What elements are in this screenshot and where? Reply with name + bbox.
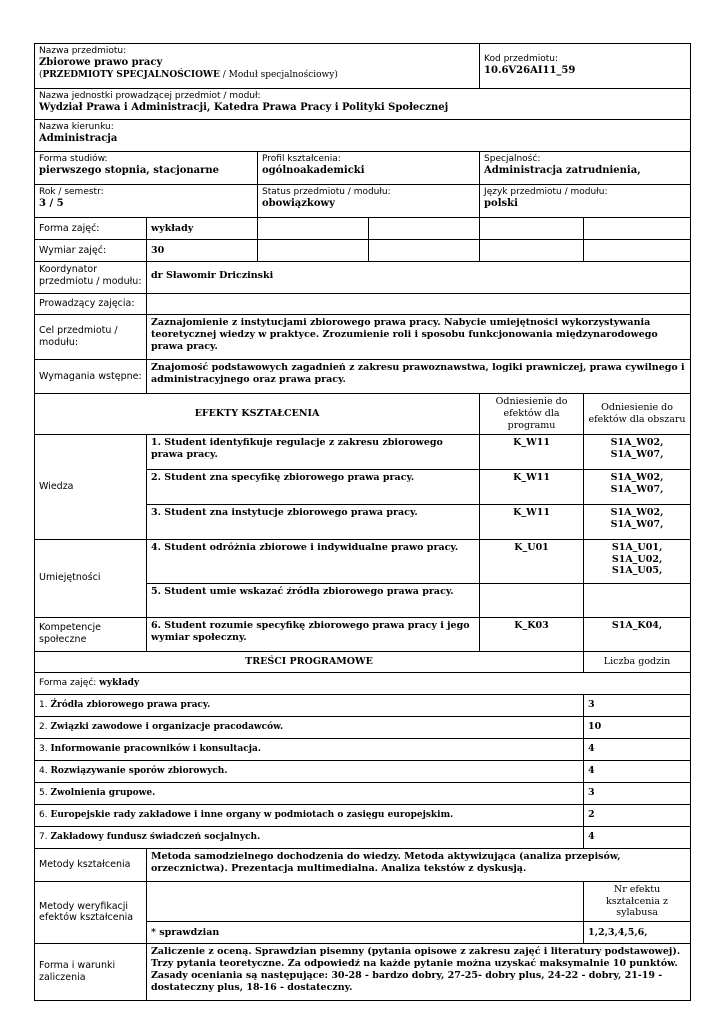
field-label: Nazwa kierunku: bbox=[39, 122, 114, 132]
topic-cell-6 bbox=[35, 804, 584, 826]
effect-text-2: 2. Student zna specyfikę zbiorowego prawa pracy. bbox=[147, 469, 480, 504]
effect-text-1: 1. Student identyfikuje regulacje z zakresu zbiorowego prawa pracy. bbox=[147, 434, 480, 469]
code-value: 10.6V26AI11_59 bbox=[484, 65, 576, 77]
form-value: pierwszego stopnia, stacjonarne bbox=[39, 165, 220, 177]
year-label: Rok / semestr: bbox=[39, 187, 104, 197]
unit-label: Nazwa jednostki prowadzącej przedmiot / moduł: bbox=[39, 91, 261, 101]
topic-row-1 bbox=[35, 694, 691, 716]
effect-program-5 bbox=[480, 583, 584, 617]
teaching-methods-value: Metoda samodzielnego dochodzenia do wiedzy. Metoda aktywizująca (analiza przepisów, orzecznictwa). Prezentacja multimedialna. Analiza tekstów z dyskusją. bbox=[147, 848, 691, 881]
program-form-prefix: Forma zajęć: bbox=[39, 678, 100, 688]
teaching-methods-row bbox=[35, 848, 691, 881]
social-label: Kompetencje społeczne bbox=[35, 617, 147, 651]
spec-value: Administracja zatrudnienia, bbox=[484, 165, 641, 177]
verification-empty bbox=[147, 881, 584, 922]
subject-type: (PRZEDMIOTY SPECJALNOŚCIOWE / Moduł specjalnościowy) bbox=[39, 69, 338, 80]
lang-label: Język przedmiotu / modułu: bbox=[484, 187, 608, 197]
spec-cell bbox=[480, 152, 691, 185]
class-form-row bbox=[35, 218, 691, 240]
verification-col: Nr efektu kształcenia z sylabusa bbox=[584, 881, 691, 922]
coordinator-value: dr Sławomir Driczinski bbox=[147, 262, 691, 294]
class-form-empty-2 bbox=[369, 218, 480, 240]
unit-row bbox=[35, 89, 691, 120]
teachers-value bbox=[147, 294, 691, 315]
hours-empty-2 bbox=[369, 240, 480, 262]
topic-hours-7: 4 bbox=[584, 826, 691, 848]
program-form-cell bbox=[35, 672, 691, 694]
topic-row-3 bbox=[35, 738, 691, 760]
lang-value: polski bbox=[484, 198, 518, 210]
field-row bbox=[35, 120, 691, 152]
topic-cell-5 bbox=[35, 782, 584, 804]
topic-cell-7 bbox=[35, 826, 584, 848]
topic-cell-4 bbox=[35, 760, 584, 782]
credit-value: Zaliczenie z oceną. Sprawdzian pisemny (pytania opisowe z zakresu zajęć i literatury podstawowej). Trzy pytania teoretyczne. Za odpowiedź na każde pytanie można uzyskać maksymalnie 10 punktów. Zasady oceniania są następujące: 30-28 - bardzo dobry, 27-25- dobry plus, 24-22 - dobry, 21-19 - dostateczny plus, 18-16 - dostateczny. bbox=[147, 944, 691, 1001]
class-form-empty-4 bbox=[584, 218, 691, 240]
coordinator-row bbox=[35, 262, 691, 294]
topic-text-4: Rozwiązywanie sporów zbiorowych. bbox=[50, 766, 228, 776]
subject-label: Nazwa przedmiotu: bbox=[39, 46, 127, 56]
topic-row-4 bbox=[35, 760, 691, 782]
class-form-empty-1 bbox=[258, 218, 369, 240]
topic-hours-4: 4 bbox=[584, 760, 691, 782]
topic-hours-6: 2 bbox=[584, 804, 691, 826]
topic-num-4: 4. bbox=[39, 766, 51, 776]
effect-area-3: S1A_W02, S1A_W07, bbox=[584, 504, 691, 539]
topic-text-3: Informowanie pracowników i konsultacja. bbox=[50, 744, 261, 754]
hours-label: Wymiar zajęć: bbox=[35, 240, 147, 262]
effects-header-row bbox=[35, 394, 691, 435]
topic-cell-2 bbox=[35, 716, 584, 738]
spec-label: Specjalność: bbox=[484, 154, 541, 164]
requirements-label: Wymagania wstępne: bbox=[35, 360, 147, 394]
topic-cell-3 bbox=[35, 738, 584, 760]
unit-value: Wydział Prawa i Administracji, Katedra Prawa Pracy i Polityki Społecznej bbox=[39, 102, 449, 114]
topic-row-7 bbox=[35, 826, 691, 848]
teaching-methods-label: Metody kształcenia bbox=[35, 848, 147, 881]
effect-area-5 bbox=[584, 583, 691, 617]
hours-row bbox=[35, 240, 691, 262]
effect-program-2: K_W11 bbox=[480, 469, 584, 504]
syllabus-table bbox=[34, 43, 691, 1001]
topic-hours-2: 10 bbox=[584, 716, 691, 738]
field-cell bbox=[35, 120, 691, 152]
effect-program-3: K_W11 bbox=[480, 504, 584, 539]
program-hours-col: Liczba godzin bbox=[584, 651, 691, 672]
status-label: Status przedmiotu / modułu: bbox=[262, 187, 391, 197]
subject-type-bold: PRZEDMIOTY SPECJALNOŚCIOWE bbox=[42, 69, 220, 80]
status-value: obowiązkowy bbox=[262, 198, 335, 210]
topic-num-7: 7. bbox=[39, 832, 51, 842]
topic-num-6: 6. bbox=[39, 810, 51, 820]
verification-row-1 bbox=[35, 881, 691, 922]
status-cell bbox=[258, 185, 480, 218]
coordinator-label: Koordynator przedmiotu / modułu: bbox=[35, 262, 147, 294]
topic-text-5: Zwolnienia grupowe. bbox=[50, 788, 156, 798]
knowledge-label: Wiedza bbox=[35, 434, 147, 539]
subject-row bbox=[35, 44, 691, 89]
program-form-row bbox=[35, 672, 691, 694]
topic-cell-1 bbox=[35, 694, 584, 716]
effects-col-area: Odniesienie do efektów dla obszaru bbox=[584, 394, 691, 435]
subject-cell bbox=[35, 44, 480, 89]
hours-empty-3 bbox=[480, 240, 584, 262]
hours-value: 30 bbox=[147, 240, 258, 262]
effect-area-6: S1A_K04, bbox=[584, 617, 691, 651]
effect-text-3: 3. Student zna instytucje zbiorowego prawa pracy. bbox=[147, 504, 480, 539]
effect-program-6: K_K03 bbox=[480, 617, 584, 651]
code-cell bbox=[480, 44, 691, 89]
goal-value: Zaznajomienie z instytucjami zbiorowego prawa pracy. Nabycie umiejętności wykorzystywania teoretycznej wiedzy w praktyce. Zrozumienie roli i sposobu funkcjonowania międzynarodowego prawa pracy. bbox=[147, 315, 691, 360]
effect-row-1 bbox=[35, 434, 691, 469]
effect-program-1: K_W11 bbox=[480, 434, 584, 469]
class-form-value: wykłady bbox=[147, 218, 258, 240]
unit-cell bbox=[35, 89, 691, 120]
topic-num-5: 5. bbox=[39, 788, 51, 798]
effect-text-5: 5. Student umie wskazać źródła zbiorowego prawa pracy. bbox=[147, 583, 480, 617]
code-label: Kod przedmiotu: bbox=[484, 54, 559, 65]
topic-text-6: Europejskie rady zakładowe i inne organy w podmiotach o zasięgu europejskim. bbox=[50, 810, 454, 820]
credit-row bbox=[35, 944, 691, 1001]
subject-name: Zbiorowe prawo pracy bbox=[39, 57, 163, 69]
effect-text-4: 4. Student odróżnia zbiorowe i indywidualne prawo pracy. bbox=[147, 539, 480, 583]
effect-row-4 bbox=[35, 539, 691, 583]
profile-label: Profil kształcenia: bbox=[262, 154, 341, 164]
verification-numbers: 1,2,3,4,5,6, bbox=[584, 922, 691, 944]
topic-num-3: 3. bbox=[39, 744, 51, 754]
topic-text-1: Źródła zbiorowego prawa pracy. bbox=[50, 700, 211, 710]
profile-value: ogólnoakademicki bbox=[262, 165, 365, 177]
program-header-row bbox=[35, 651, 691, 672]
topic-num-1: 1. bbox=[39, 700, 51, 710]
skills-label: Umiejętności bbox=[35, 539, 147, 617]
class-form-label: Forma zajęć: bbox=[35, 218, 147, 240]
effect-row-6 bbox=[35, 617, 691, 651]
hours-empty-1 bbox=[258, 240, 369, 262]
topic-row-2 bbox=[35, 716, 691, 738]
topic-row-6 bbox=[35, 804, 691, 826]
form-cell bbox=[35, 152, 258, 185]
requirements-value: Znajomość podstawowych zagadnień z zakresu prawoznawstwa, logiki prawniczej, prawa cywilnego i administracyjnego oraz prawa pracy. bbox=[147, 360, 691, 394]
hours-empty-4 bbox=[584, 240, 691, 262]
form-label: Forma studiów: bbox=[39, 154, 108, 164]
effect-program-4: K_U01 bbox=[480, 539, 584, 583]
topic-hours-1: 3 bbox=[584, 694, 691, 716]
goal-label: Cel przedmiotu / modułu: bbox=[35, 315, 147, 360]
year-value: 3 / 5 bbox=[39, 198, 64, 210]
teachers-label: Prowadzący zajęcia: bbox=[35, 294, 147, 315]
verification-method: * sprawdzian bbox=[147, 922, 584, 944]
teachers-row bbox=[35, 294, 691, 315]
field-value: Administracja bbox=[39, 133, 118, 145]
topic-text-7: Zakładowy fundusz świadczeń socjalnych. bbox=[50, 832, 261, 842]
year-cell bbox=[35, 185, 258, 218]
effect-area-1: S1A_W02, S1A_W07, bbox=[584, 434, 691, 469]
verification-label: Metody weryfikacji efektów kształcenia bbox=[35, 881, 147, 944]
topic-hours-5: 3 bbox=[584, 782, 691, 804]
topic-num-2: 2. bbox=[39, 722, 51, 732]
form-row bbox=[35, 152, 691, 185]
year-row bbox=[35, 185, 691, 218]
effect-area-2: S1A_W02, S1A_W07, bbox=[584, 469, 691, 504]
effect-area-4: S1A_U01, S1A_U02, S1A_U05, bbox=[584, 539, 691, 583]
effects-title: EFEKTY KSZTAŁCENIA bbox=[35, 394, 480, 435]
effect-text-6: 6. Student rozumie specyfikę zbiorowego prawa pracy i jego wymiar społeczny. bbox=[147, 617, 480, 651]
credit-label: Forma i warunki zaliczenia bbox=[35, 944, 147, 1001]
requirements-row bbox=[35, 360, 691, 394]
class-form-empty-3 bbox=[480, 218, 584, 240]
subject-type-rest: / Moduł specjalnościowy) bbox=[219, 69, 338, 80]
topic-hours-3: 4 bbox=[584, 738, 691, 760]
program-form-value: wykłady bbox=[99, 678, 140, 688]
topic-text-2: Związki zawodowe i organizacje pracodawców. bbox=[50, 722, 284, 732]
effects-col-program: Odniesienie do efektów dla programu bbox=[480, 394, 584, 435]
program-title: TREŚCI PROGRAMOWE bbox=[35, 651, 584, 672]
topic-row-5 bbox=[35, 782, 691, 804]
lang-cell bbox=[480, 185, 691, 218]
profile-cell bbox=[258, 152, 480, 185]
goal-row bbox=[35, 315, 691, 360]
